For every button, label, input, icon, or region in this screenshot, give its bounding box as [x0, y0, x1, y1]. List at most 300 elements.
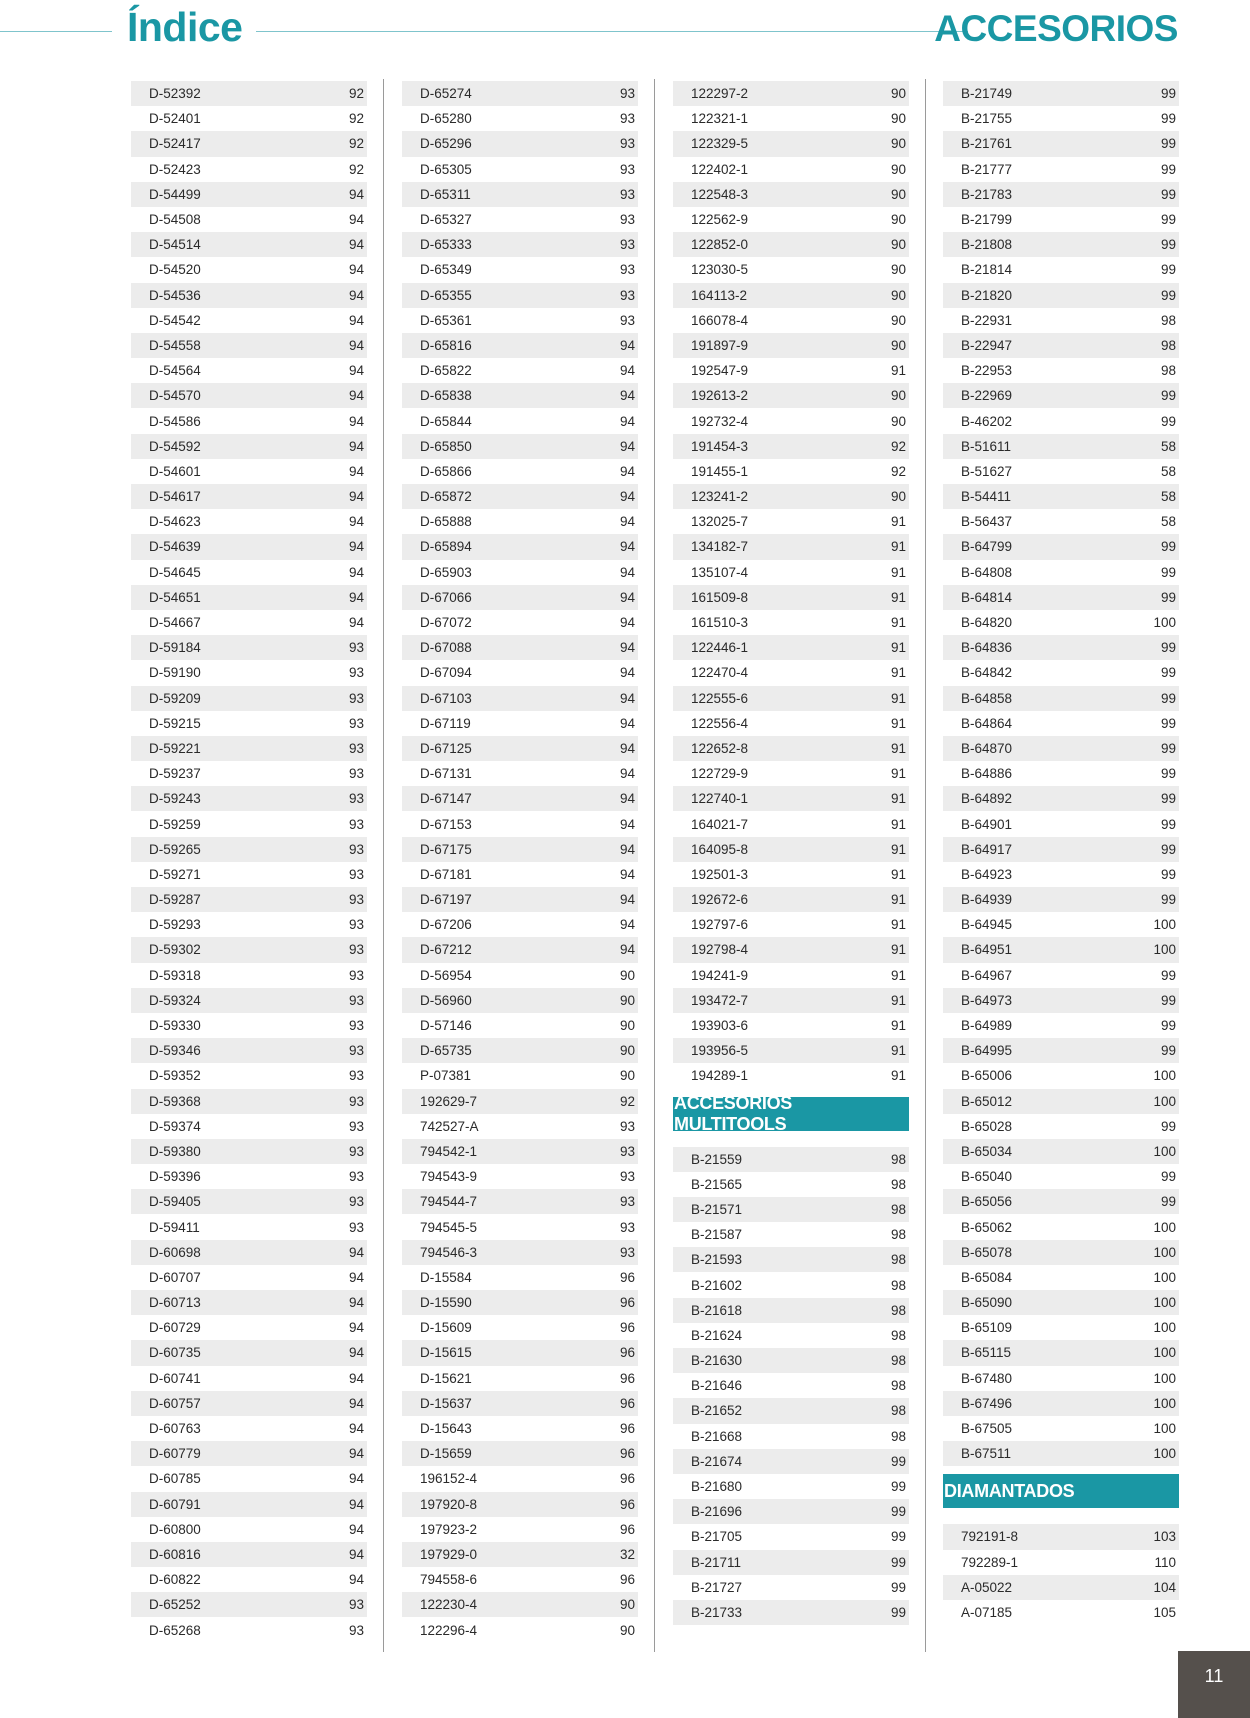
- index-row: [131, 207, 367, 232]
- product-code: B-21705: [691, 1529, 743, 1545]
- page-reference: 93: [348, 665, 364, 681]
- page-reference: 93: [348, 892, 364, 908]
- index-row: [673, 232, 909, 257]
- product-code: B-64842: [961, 665, 1013, 681]
- index-row: [943, 786, 1179, 811]
- index-row: [131, 686, 367, 711]
- index-row: [673, 182, 909, 207]
- column-divider: [383, 79, 384, 1652]
- product-code: 122729-9: [691, 766, 749, 782]
- product-code: 194289-1: [691, 1068, 749, 1084]
- index-row: [943, 887, 1179, 912]
- page-reference: 91: [890, 967, 906, 983]
- page-reference: 90: [619, 1622, 635, 1638]
- product-code: B-64973: [961, 992, 1013, 1008]
- index-row: [402, 1441, 638, 1466]
- index-row: [673, 81, 909, 106]
- page-reference: 96: [619, 1269, 635, 1285]
- index-row: [402, 1391, 638, 1416]
- product-code: D-67181: [420, 866, 472, 882]
- index-row: [943, 333, 1179, 358]
- product-code: 161509-8: [691, 589, 749, 605]
- index-row: [131, 862, 367, 887]
- page-reference: 94: [348, 312, 364, 328]
- page-reference: 94: [348, 1320, 364, 1336]
- product-code: 192613-2: [691, 388, 749, 404]
- product-code: B-21646: [691, 1378, 743, 1394]
- index-row: [402, 837, 638, 862]
- product-code: 193903-6: [691, 1018, 749, 1034]
- index-row: [402, 1592, 638, 1617]
- product-code: D-54639: [149, 539, 201, 555]
- index-row: [943, 711, 1179, 736]
- page-reference: 93: [619, 262, 635, 278]
- index-row: [673, 686, 909, 711]
- page-reference: 99: [1160, 136, 1176, 152]
- page-reference: 94: [348, 186, 364, 202]
- product-code: 164113-2: [691, 287, 748, 303]
- product-code: 191454-3: [691, 438, 749, 454]
- product-code: B-67480: [961, 1370, 1013, 1386]
- product-code: B-65109: [961, 1320, 1013, 1336]
- page-reference: 93: [348, 690, 364, 706]
- product-code: 123241-2: [691, 489, 749, 505]
- product-code: D-59352: [149, 1068, 201, 1084]
- index-row: [402, 736, 638, 761]
- product-code: D-60779: [149, 1446, 201, 1462]
- index-section-heading: DIAMANTADOS: [943, 1474, 1179, 1508]
- page-reference: 93: [348, 766, 364, 782]
- product-code: 191455-1: [691, 463, 749, 479]
- page-reference: 93: [619, 312, 635, 328]
- index-row: [131, 1366, 367, 1391]
- page-reference: 99: [1160, 640, 1176, 656]
- product-code: D-15637: [420, 1395, 472, 1411]
- page-reference: 94: [619, 463, 635, 479]
- product-code: D-15609: [420, 1320, 472, 1336]
- product-code: D-59368: [149, 1093, 201, 1109]
- index-row: [673, 862, 909, 887]
- page-reference: 94: [619, 791, 635, 807]
- page-reference: 91: [890, 866, 906, 882]
- page-reference: 96: [619, 1446, 635, 1462]
- page-reference: 99: [1160, 1018, 1176, 1034]
- product-code: B-65090: [961, 1295, 1013, 1311]
- product-code: D-59396: [149, 1169, 201, 1185]
- index-row: [943, 1575, 1179, 1600]
- index-row: [131, 1114, 367, 1139]
- page-reference: 105: [1153, 1604, 1176, 1620]
- index-row: [131, 131, 367, 156]
- page-reference: 94: [348, 1370, 364, 1386]
- index-row: [673, 257, 909, 282]
- page-reference: 94: [348, 589, 364, 605]
- product-code: B-64886: [961, 766, 1013, 782]
- page-reference: 91: [890, 917, 906, 933]
- page-reference: 93: [348, 866, 364, 882]
- index-row: [131, 1164, 367, 1189]
- product-code: D-67119: [420, 715, 471, 731]
- index-row: [943, 182, 1179, 207]
- index-row: [131, 434, 367, 459]
- index-column-2: [402, 81, 638, 1643]
- index-row: [402, 333, 638, 358]
- index-row: [943, 660, 1179, 685]
- product-code: 194241-9: [691, 967, 749, 983]
- page-reference: 100: [1153, 1370, 1176, 1386]
- product-code: D-15659: [420, 1446, 472, 1462]
- product-code: D-65268: [149, 1622, 201, 1638]
- page-reference: 93: [348, 1018, 364, 1034]
- index-row: [402, 484, 638, 509]
- product-code: B-65012: [961, 1093, 1013, 1109]
- page-reference: 96: [619, 1370, 635, 1386]
- page-reference: 96: [619, 1395, 635, 1411]
- page-reference: 91: [890, 715, 906, 731]
- page-reference: 92: [348, 136, 364, 152]
- product-code: D-15621: [420, 1370, 472, 1386]
- index-row: [131, 534, 367, 559]
- product-code: 197920-8: [420, 1496, 478, 1512]
- product-code: D-52417: [149, 136, 201, 152]
- index-row: [402, 585, 638, 610]
- product-code: D-65735: [420, 1043, 472, 1059]
- page-reference: 94: [348, 514, 364, 530]
- product-code: D-54586: [149, 413, 201, 429]
- page-reference: 100: [1153, 1320, 1176, 1336]
- index-row: [131, 1189, 367, 1214]
- page-reference: 98: [890, 1327, 906, 1343]
- page-reference: 99: [1160, 967, 1176, 983]
- product-code: 164095-8: [691, 841, 749, 857]
- index-row: [402, 1038, 638, 1063]
- product-code: 122556-4: [691, 715, 749, 731]
- page-reference: 94: [348, 1269, 364, 1285]
- index-row: [673, 383, 909, 408]
- page-reference: 94: [619, 564, 635, 580]
- index-row: [943, 1600, 1179, 1625]
- index-row: [943, 1214, 1179, 1239]
- page-reference: 94: [348, 1572, 364, 1588]
- page-reference: 99: [1160, 262, 1176, 278]
- product-code: B-21652: [691, 1403, 743, 1419]
- product-code: B-21630: [691, 1353, 743, 1369]
- page-reference: 94: [619, 589, 635, 605]
- page-reference: 90: [890, 111, 906, 127]
- product-code: B-21587: [691, 1227, 743, 1243]
- page-reference: 93: [348, 917, 364, 933]
- page-reference: 94: [348, 539, 364, 555]
- product-code: 197929-0: [420, 1546, 478, 1562]
- product-code: D-60791: [149, 1496, 201, 1512]
- product-code: D-59209: [149, 690, 201, 706]
- page-reference: 99: [1160, 86, 1176, 102]
- page-reference: 96: [619, 1295, 635, 1311]
- product-code: D-60713: [149, 1295, 201, 1311]
- index-row: [673, 1272, 909, 1297]
- page-reference: 98: [890, 1201, 906, 1217]
- index-row: [673, 837, 909, 862]
- page-reference: 92: [348, 86, 364, 102]
- page-reference: 100: [1153, 1143, 1176, 1159]
- index-row: [943, 257, 1179, 282]
- page-reference: 91: [890, 690, 906, 706]
- page-reference: 94: [348, 1421, 364, 1437]
- product-code: 196152-4: [420, 1471, 478, 1487]
- index-row: [943, 232, 1179, 257]
- page-reference: 90: [619, 992, 635, 1008]
- page-reference: 90: [890, 312, 906, 328]
- index-row: [943, 157, 1179, 182]
- index-row: [402, 811, 638, 836]
- page-reference: 93: [348, 1068, 364, 1084]
- index-row: [131, 1063, 367, 1088]
- product-code: B-64945: [961, 917, 1013, 933]
- index-column-1: [131, 81, 367, 1643]
- page-reference: 91: [890, 1043, 906, 1059]
- page-reference: 99: [1160, 111, 1176, 127]
- index-row: [673, 610, 909, 635]
- index-row: [943, 434, 1179, 459]
- product-code: 122329-5: [691, 136, 749, 152]
- page-reference: 94: [619, 615, 635, 631]
- page-reference: 93: [619, 1219, 635, 1235]
- product-code: D-54617: [149, 489, 201, 505]
- product-code: D-59411: [149, 1219, 200, 1235]
- page-reference: 96: [619, 1345, 635, 1361]
- page-reference: 98: [890, 1176, 906, 1192]
- index-row: [402, 711, 638, 736]
- page-reference: 90: [890, 161, 906, 177]
- product-code: 132025-7: [691, 514, 749, 530]
- page-reference: 100: [1153, 917, 1176, 933]
- index-row: [402, 1366, 638, 1391]
- index-row: [673, 1013, 909, 1038]
- index-row: [402, 862, 638, 887]
- index-row: [402, 610, 638, 635]
- product-code: D-54542: [149, 312, 201, 328]
- product-code: B-22969: [961, 388, 1013, 404]
- page-reference: 98: [1160, 312, 1176, 328]
- header-rule-middle: [256, 31, 968, 32]
- page-reference: 90: [619, 1597, 635, 1613]
- index-row: [131, 963, 367, 988]
- index-row: [402, 635, 638, 660]
- index-row: [402, 232, 638, 257]
- product-code: 122321-1: [691, 111, 749, 127]
- product-code: B-56437: [961, 514, 1013, 530]
- product-code: P-07381: [420, 1068, 472, 1084]
- product-code: A-05022: [961, 1579, 1013, 1595]
- index-row: [131, 1139, 367, 1164]
- page-reference: 91: [890, 816, 906, 832]
- index-row: [402, 257, 638, 282]
- index-row: [673, 408, 909, 433]
- product-code: 193472-7: [691, 992, 749, 1008]
- product-code: B-64820: [961, 615, 1013, 631]
- index-row: [402, 358, 638, 383]
- index-row: [402, 1089, 638, 1114]
- product-code: D-54570: [149, 388, 201, 404]
- page-reference: 91: [890, 766, 906, 782]
- product-code: B-22953: [961, 363, 1013, 379]
- page-reference: 99: [1160, 1194, 1176, 1210]
- index-row: [943, 1550, 1179, 1575]
- product-code: 792191-8: [961, 1529, 1019, 1545]
- product-code: D-59237: [149, 766, 201, 782]
- index-row: [673, 1575, 909, 1600]
- index-row: [943, 1114, 1179, 1139]
- page-reference: 94: [619, 337, 635, 353]
- index-row: [943, 1290, 1179, 1315]
- index-row: [943, 1013, 1179, 1038]
- index-row: [673, 988, 909, 1013]
- page-reference: 92: [348, 161, 364, 177]
- product-code: 794558-6: [420, 1572, 478, 1588]
- page-reference: 99: [890, 1479, 906, 1495]
- product-code: B-21727: [691, 1579, 743, 1595]
- product-code: 122652-8: [691, 740, 749, 756]
- index-row: [673, 131, 909, 156]
- product-code: B-65040: [961, 1169, 1013, 1185]
- index-row: [673, 1038, 909, 1063]
- page-reference: 93: [348, 1043, 364, 1059]
- product-code: 192501-3: [691, 866, 749, 882]
- page-reference: 91: [890, 1018, 906, 1034]
- product-code: D-60785: [149, 1471, 201, 1487]
- index-row: [131, 1567, 367, 1592]
- product-code: B-67505: [961, 1421, 1013, 1437]
- index-row: [673, 484, 909, 509]
- product-code: D-67072: [420, 615, 472, 631]
- index-row: [673, 1398, 909, 1423]
- page-reference: 94: [619, 413, 635, 429]
- page-reference: 93: [348, 740, 364, 756]
- index-row: [131, 1340, 367, 1365]
- page-reference: 94: [348, 1295, 364, 1311]
- index-row: [943, 560, 1179, 585]
- product-code: D-52423: [149, 161, 201, 177]
- page-reference: 94: [348, 1244, 364, 1260]
- product-code: 794546-3: [420, 1244, 478, 1260]
- index-row: [402, 81, 638, 106]
- page-reference: 92: [890, 463, 906, 479]
- index-row: [131, 786, 367, 811]
- page-reference: 99: [1160, 1043, 1176, 1059]
- index-row: [131, 1416, 367, 1441]
- page-reference: 93: [619, 212, 635, 228]
- product-code: B-21559: [691, 1151, 743, 1167]
- index-row: [131, 887, 367, 912]
- page-reference: 98: [890, 1252, 906, 1268]
- index-row: [402, 963, 638, 988]
- index-row: [943, 862, 1179, 887]
- index-row: [673, 1550, 909, 1575]
- page-title: Índice: [127, 4, 243, 50]
- index-row: [943, 1524, 1179, 1549]
- product-code: A-07185: [961, 1604, 1013, 1620]
- page-reference: 92: [619, 1093, 635, 1109]
- page-reference: 93: [619, 1143, 635, 1159]
- index-row: [402, 887, 638, 912]
- page-reference: 94: [619, 942, 635, 958]
- index-row: [673, 887, 909, 912]
- product-code: D-65872: [420, 489, 472, 505]
- index-row: [943, 383, 1179, 408]
- page-reference: 94: [348, 262, 364, 278]
- page-reference: 58: [1160, 438, 1176, 454]
- product-code: D-54651: [149, 589, 201, 605]
- page-reference: 94: [348, 1546, 364, 1562]
- product-code: D-54536: [149, 287, 201, 303]
- product-code: 122555-6: [691, 690, 749, 706]
- page-reference: 99: [890, 1604, 906, 1620]
- product-code: 192547-9: [691, 363, 749, 379]
- page-reference: 99: [1160, 388, 1176, 404]
- page-reference: 91: [890, 514, 906, 530]
- page-reference: 110: [1154, 1554, 1176, 1570]
- index-row: [673, 207, 909, 232]
- product-code: D-67197: [420, 892, 472, 908]
- product-code: D-60707: [149, 1269, 201, 1285]
- page-reference: 99: [1160, 539, 1176, 555]
- product-code: 122740-1: [691, 791, 749, 807]
- page-reference: 32: [619, 1546, 635, 1562]
- product-code: B-21674: [691, 1453, 743, 1469]
- page-reference: 94: [619, 363, 635, 379]
- product-code: 164021-7: [691, 816, 749, 832]
- product-code: D-52392: [149, 86, 201, 102]
- index-row: [673, 106, 909, 131]
- page-reference: 93: [348, 715, 364, 731]
- page-reference: 91: [890, 640, 906, 656]
- page-reference: 100: [1153, 1395, 1176, 1411]
- index-row: [943, 1366, 1179, 1391]
- product-code: B-21761: [961, 136, 1013, 152]
- index-row: [943, 988, 1179, 1013]
- index-row: [402, 1567, 638, 1592]
- page-reference: 99: [1160, 161, 1176, 177]
- index-row: [131, 988, 367, 1013]
- index-row: [943, 963, 1179, 988]
- index-row: [943, 308, 1179, 333]
- page-reference: 90: [890, 337, 906, 353]
- page-reference: 99: [1160, 237, 1176, 253]
- index-row: [402, 1416, 638, 1441]
- product-code: D-65333: [420, 237, 472, 253]
- product-code: B-67496: [961, 1395, 1013, 1411]
- product-code: D-54645: [149, 564, 201, 580]
- product-code: D-60735: [149, 1345, 201, 1361]
- index-row: [673, 937, 909, 962]
- index-row: [131, 660, 367, 685]
- index-row: [943, 283, 1179, 308]
- index-row: [402, 106, 638, 131]
- index-row: [131, 1466, 367, 1491]
- product-code: 122548-3: [691, 186, 749, 202]
- column-divider: [925, 79, 926, 1652]
- index-row: [943, 81, 1179, 106]
- product-code: D-59346: [149, 1043, 201, 1059]
- product-code: D-60800: [149, 1521, 201, 1537]
- index-row: [943, 1416, 1179, 1441]
- index-row: [402, 1139, 638, 1164]
- product-code: D-60698: [149, 1244, 201, 1260]
- product-code: D-59190: [149, 665, 201, 681]
- page-reference: 99: [1160, 212, 1176, 228]
- index-row: [131, 1038, 367, 1063]
- page-reference: 93: [619, 237, 635, 253]
